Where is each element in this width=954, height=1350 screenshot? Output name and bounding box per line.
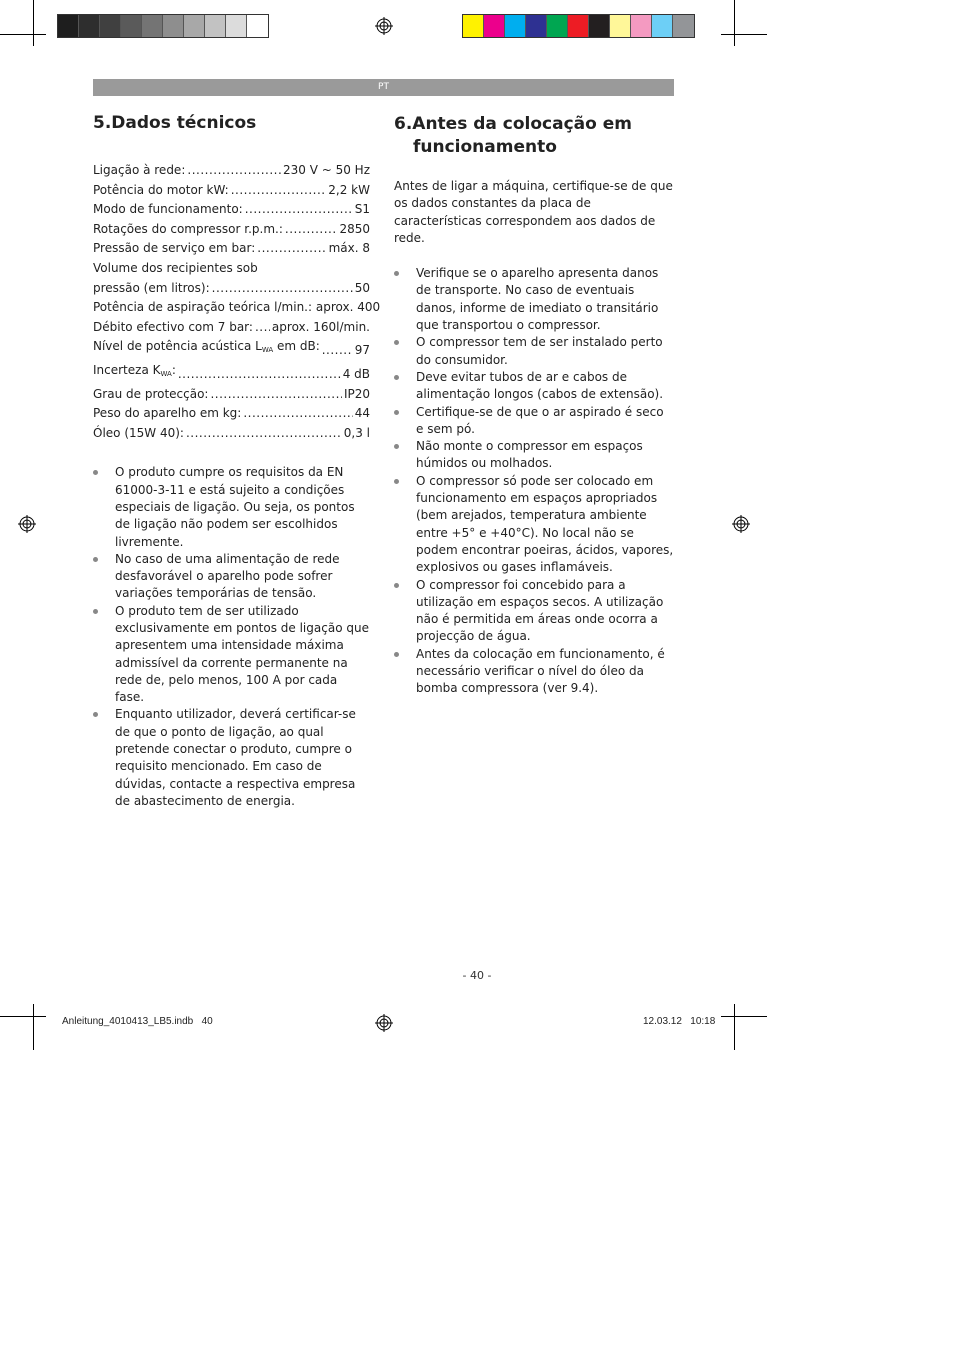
registration-mark-icon xyxy=(375,1014,393,1032)
spec-label: Pressão de serviço em bar: xyxy=(93,241,256,256)
section-technical-data xyxy=(93,113,381,810)
bullet-item: Verifique se o aparelho apresenta danos de transporte. No caso de eventuais danos, informe de imediato o transitário que transportou o compressor. xyxy=(394,265,674,334)
file-slug: Anleitung_4010413_LB5.indb 40 xyxy=(62,1016,213,1027)
spec-value: S1 xyxy=(354,202,370,217)
page-number: - 40 - xyxy=(462,969,492,982)
color-swatch xyxy=(505,15,526,37)
crop-mark xyxy=(721,1016,767,1017)
color-swatch xyxy=(589,15,610,37)
spec-label: Ligação à rede: xyxy=(93,163,186,177)
date-slug: 12.03.12 10:18 xyxy=(643,1016,716,1027)
crop-mark xyxy=(0,1016,46,1017)
color-swatch xyxy=(184,15,205,37)
bullet-item: Antes da colocação em funcionamento, é necessário verificar o nível do óleo da bomba compressora (ver 9.4). xyxy=(394,646,674,698)
grayscale-color-bar xyxy=(57,14,269,38)
color-swatch xyxy=(142,15,163,37)
color-swatch xyxy=(226,15,247,37)
bullet-list xyxy=(394,265,674,697)
spec-label: Grau de protecção: xyxy=(93,386,209,401)
spec-row: pressão (em litros): ..... 50 xyxy=(93,279,370,299)
spec-label: Rotações do compressor r.p.m.: xyxy=(93,221,283,236)
color-swatch xyxy=(79,15,100,37)
bullet-item: Deve evitar tubos de ar e cabos de alimentação longos (cabos de extensão). xyxy=(394,369,674,404)
registration-mark-icon xyxy=(732,515,750,533)
crop-mark xyxy=(0,34,46,35)
spec-row xyxy=(93,404,370,424)
color-swatch xyxy=(610,15,631,37)
color-swatch xyxy=(58,15,79,37)
bullet-list xyxy=(93,464,370,810)
crop-mark xyxy=(734,0,735,46)
section-title: 6.Antes da colocação em funcionamento xyxy=(394,114,632,157)
color-swatch xyxy=(121,15,142,37)
spec-row: Nível de potência acústica $L_{WA}$ em dB: ..... 97 xyxy=(93,337,370,361)
spec-value: 0,3 l xyxy=(343,425,370,440)
spec-value: 230 V ~ 50 Hz xyxy=(282,163,370,177)
bullet-item: O compressor tem de ser instalado perto do consumidor. xyxy=(394,334,674,369)
process-color-bar xyxy=(462,14,695,38)
spec-value: 44 xyxy=(354,406,370,421)
color-swatch xyxy=(568,15,589,37)
bullet-item: Não monte o compressor em espaços húmidos ou molhados. xyxy=(394,438,674,473)
color-swatch xyxy=(163,15,184,37)
bullet-item: No caso de uma alimentação de rede desfavorável o aparelho pode sofrer variações temporárias de tensão. xyxy=(93,551,370,603)
crop-mark xyxy=(734,1004,735,1050)
color-swatch xyxy=(631,15,652,37)
crop-mark xyxy=(33,1004,34,1050)
registration-mark-icon xyxy=(18,515,36,533)
bullet-item: O produto cumpre os requisitos da EN 61000-3-11 e está sujeito a condições especiais de ligação. Ou seja, os pontos de ligação não podem ser escolhidos livremente. xyxy=(93,464,370,550)
color-swatch xyxy=(100,15,121,37)
crop-mark xyxy=(33,0,34,46)
color-swatch xyxy=(526,15,547,37)
spec-row: Incerteza $K_{WA}$: ..... 4 dB xyxy=(93,361,370,385)
bullet-item: O compressor só pode ser colocado em funcionamento em espaços apropriados (bem arejados, temperatura ambiente entre +5° e +40°C). No local não se podem encontrar poeiras, ácidos, vapores, explosivos ou gases inflamáveis. xyxy=(394,473,674,577)
spec-row: Débito efectivo com 7 bar: ..... aprox. 160l/min. xyxy=(93,318,370,338)
spec-line: Potência de aspiração teórica l/min.: aprox. 400 xyxy=(93,300,381,315)
color-swatch xyxy=(673,15,694,37)
color-swatch xyxy=(652,15,673,37)
spec-row xyxy=(93,424,370,444)
language-header-bar xyxy=(93,79,674,96)
bullet-item: O compressor foi concebido para a utilização em espaços secos. A utilização não é permitida em áreas onde ocorra a projecção de água. xyxy=(394,577,674,646)
spec-row xyxy=(93,385,370,405)
spec-row xyxy=(93,161,370,181)
color-swatch xyxy=(484,15,505,37)
spec-label: Óleo (15W 40): xyxy=(93,425,184,440)
spec-line: Volume dos recipientes sob xyxy=(93,260,258,275)
registration-mark-icon xyxy=(375,17,393,35)
spec-value: IP20 xyxy=(343,386,370,401)
bullet-item: O produto tem de ser utilizado exclusivamente em pontos de ligação que apresentem uma intensidade máxima admissível da corrente permanente na rede de, pelo menos, 100 A por cada fase. xyxy=(93,603,370,707)
bullet-item: Enquanto utilizador, deverá certificar-se de que o ponto de ligação, ao qual pretende conectar o produto, cumpre o requisito mencionado. Em caso de dúvidas, contacte a respectiva empresa de abastecimento de energia. xyxy=(93,706,370,810)
language-code: PT xyxy=(378,82,389,92)
spec-value: 2,2 kW xyxy=(328,182,370,197)
color-swatch xyxy=(463,15,484,37)
spec-row xyxy=(93,239,370,259)
spec-list xyxy=(93,161,381,443)
spec-label: Modo de funcionamento: xyxy=(93,202,243,217)
spec-row xyxy=(93,200,370,220)
spec-label: Peso do aparelho em kg: xyxy=(93,406,242,421)
bullet-item: Certifique-se de que o ar aspirado é seco e sem pó. xyxy=(394,404,674,439)
spec-label: Potência do motor kW: xyxy=(93,182,229,197)
spec-row xyxy=(93,220,370,240)
color-swatch xyxy=(247,15,268,37)
color-swatch xyxy=(547,15,568,37)
section-before-operation xyxy=(394,113,674,698)
spec-row xyxy=(93,181,370,201)
section-title: 5.Dados técnicos xyxy=(93,113,257,133)
spec-value: 2850 xyxy=(339,221,370,236)
spec-value: máx. 8 xyxy=(328,241,370,256)
crop-mark xyxy=(721,34,767,35)
color-swatch xyxy=(205,15,226,37)
intro-paragraph: Antes de ligar a máquina, certifique-se de que os dados constantes da placa de características correspondem aos dados de rede. xyxy=(394,179,673,245)
